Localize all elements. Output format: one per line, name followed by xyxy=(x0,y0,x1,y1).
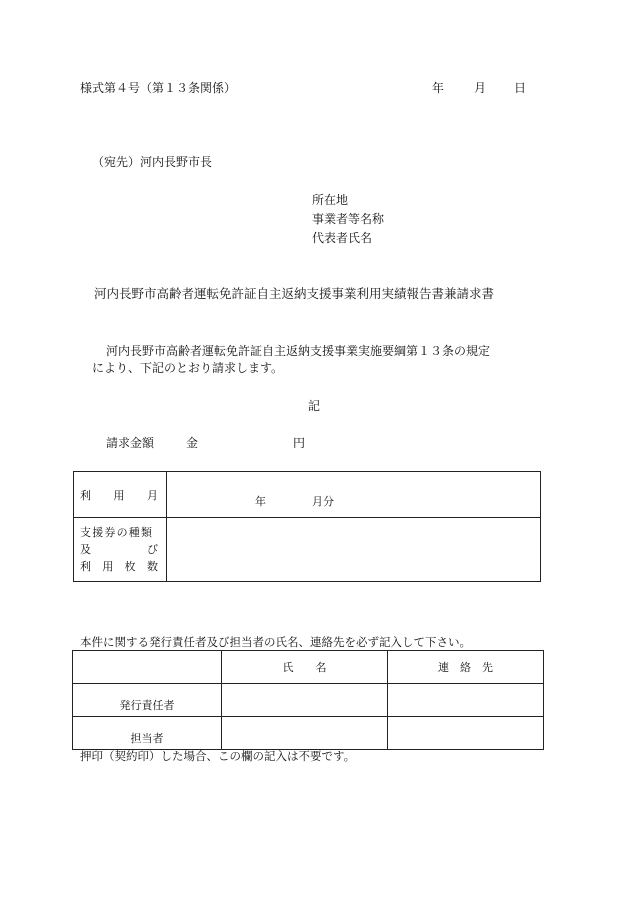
claim-amount-label: 請求金額 xyxy=(106,436,155,450)
responsible-contact-cell[interactable] xyxy=(388,684,544,717)
voucher-label-line2 xyxy=(80,541,158,558)
usage-month-label-char: 用 xyxy=(113,488,125,502)
ki-heading: 記 xyxy=(308,399,321,413)
voucher-value-cell[interactable] xyxy=(167,518,541,582)
body-line-1: 河内長野市高齢者運転免許証自主返納支援事業実施要綱第１３条の規定 xyxy=(106,344,491,358)
claim-yen: 円 xyxy=(293,436,306,450)
voucher-label-char: 用 xyxy=(102,560,114,573)
representative-label: 代表者氏名 xyxy=(312,231,373,245)
staff-name-cell[interactable] xyxy=(222,717,388,750)
voucher-label-line3 xyxy=(80,558,158,575)
usage-month-label-char: 月 xyxy=(147,488,158,502)
voucher-label-char: 利 xyxy=(80,560,91,573)
addressee: （宛先）河内長野市長 xyxy=(92,155,213,169)
contact-footnote: 押印（契約印）した場合、この欄の記入は不要です。 xyxy=(80,749,356,763)
usage-month-suffix: 月分 xyxy=(312,495,334,508)
voucher-label-line1 xyxy=(80,524,158,541)
voucher-label-char: 及 xyxy=(80,543,91,556)
usage-month-label-cell xyxy=(74,472,167,518)
address-label: 所在地 xyxy=(312,193,349,207)
contact-col-name: 氏 名 xyxy=(222,651,388,684)
date-day-label: 日 xyxy=(514,81,527,95)
contact-table xyxy=(72,650,544,750)
usage-month-label-char: 利 xyxy=(80,488,91,502)
form-number: 様式第４号（第１３条関係） xyxy=(80,81,237,95)
usage-table xyxy=(73,471,541,582)
responsible-name-cell[interactable] xyxy=(222,684,388,717)
usage-month-year: 年 xyxy=(255,495,266,508)
usage-month-value-cell[interactable] xyxy=(167,472,541,518)
voucher-label-cell xyxy=(74,518,167,582)
voucher-label-char: び xyxy=(147,543,158,556)
business-name-label: 事業者等名称 xyxy=(312,212,385,226)
document-title: 河内長野市高齢者運転免許証自主返納支援事業利用実績報告書兼請求書 xyxy=(94,286,495,301)
claim-kin: 金 xyxy=(186,436,199,450)
contact-note: 本件に関する発行責任者及び担当者の氏名、連絡先を必ず記入して下さい。 xyxy=(80,635,471,649)
voucher-label-char: 数 xyxy=(146,560,158,573)
date-year-label: 年 xyxy=(432,81,445,95)
contact-row-staff: 担当者 xyxy=(73,717,222,750)
voucher-label-char: 枚 xyxy=(124,560,136,573)
voucher-label-text: 支援券の種類 xyxy=(80,526,154,539)
date-month-label: 月 xyxy=(474,81,487,95)
contact-row-responsible: 発行責任者 xyxy=(73,684,222,717)
staff-contact-cell[interactable] xyxy=(388,717,544,750)
contact-header-blank xyxy=(73,651,222,684)
body-line-2: により、下記のとおり請求します。 xyxy=(92,361,284,375)
contact-col-contact: 連 絡 先 xyxy=(388,651,544,684)
